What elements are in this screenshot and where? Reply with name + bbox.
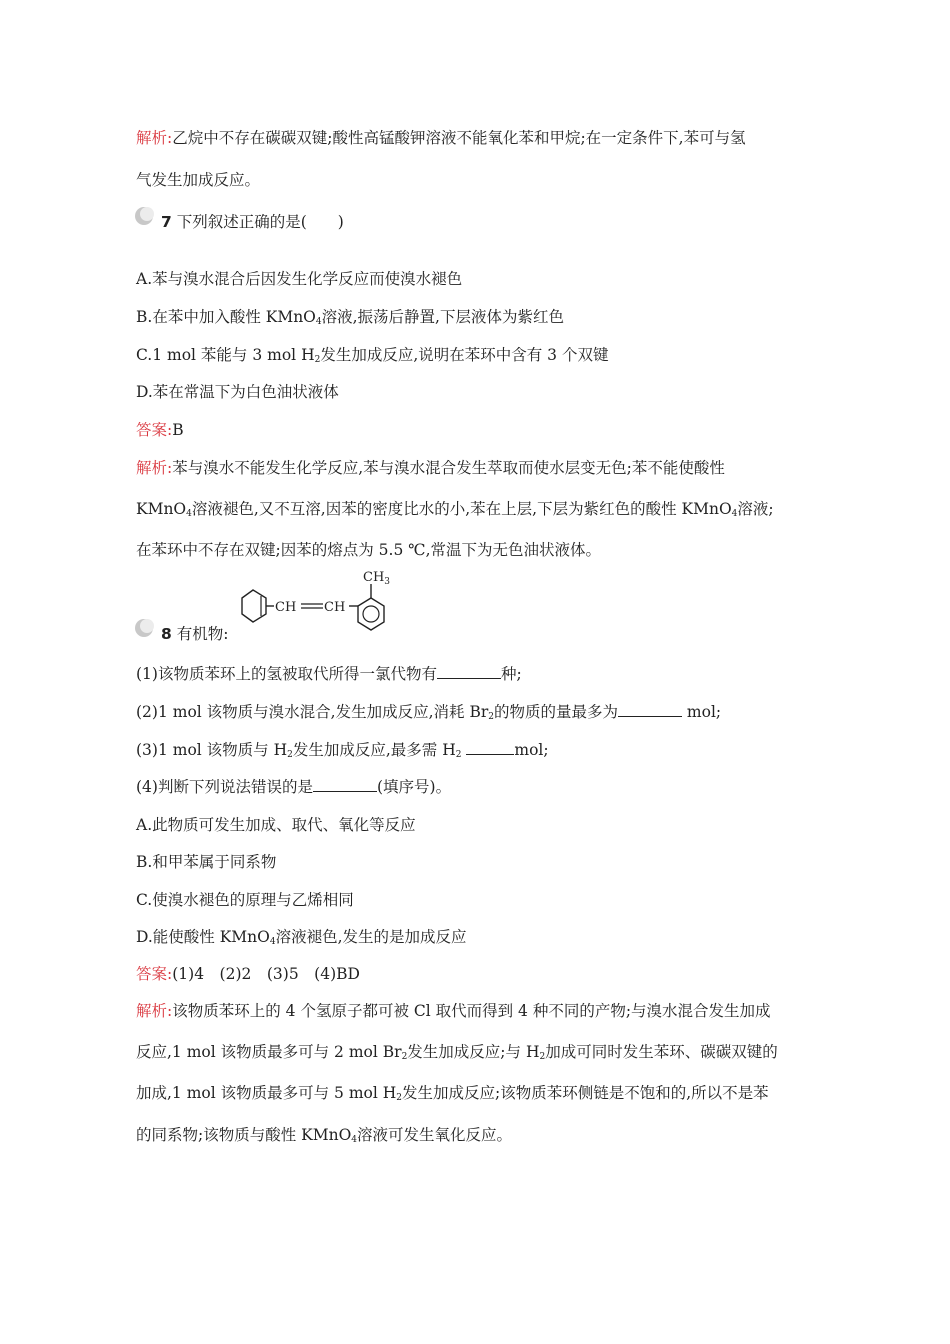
q6-analysis-line-1: [136, 128, 746, 148]
q8-stem: [161, 624, 228, 644]
answer-blank-1[interactable]: [437, 664, 501, 679]
q8-part-2: (2)1 mol 该物质与溴水混合,发生加成反应,消耗 $Br_2$的物质的量最多为 mol;: [136, 703, 722, 722]
question-bullet-icon: [134, 206, 158, 226]
q6-analysis-text-1: 乙烷中不存在碳碳双键;酸性高锰酸钾溶液不能氧化苯和甲烷;在一定条件下,苯可与氢: [172, 129, 746, 147]
q8-part-4: (4)判断下列说法错误的是 (填序号)。: [136, 778, 452, 796]
q7-stem-text: 下列叙述正确的是( ): [176, 213, 344, 231]
q8-answer-value: (1)4 (2)2 (3)5 (4)BD: [172, 965, 360, 983]
q8-analysis-line-1: 解析:该物质苯环上的 4 个氢原子都可被 Cl 取代而得到 4 种不同的产物;与溴水混合发生加成: [136, 1002, 771, 1020]
q8-part-1: (1)该物质苯环上的氢被取代所得一氯代物有 种;: [136, 665, 522, 683]
answer-blank-4[interactable]: [313, 777, 377, 792]
q8-analysis-line-4: 的同系物;该物质与酸性 KMnO$_4$溶液可发生氧化反应。: [136, 1126, 513, 1145]
q8-option-a: A.此物质可发生加成、取代、氧化等反应: [136, 816, 416, 834]
answer-blank-2[interactable]: [618, 702, 682, 717]
ch3-label: $CH_3$: [363, 570, 391, 587]
q7-option-c: C.1 mol 苯能与 3 mol $H_2$发生加成反应,说明在苯环中含有 3 个双键: [136, 346, 609, 365]
question-bullet-icon: [134, 618, 158, 638]
answer-label: 答案:: [136, 421, 173, 439]
molecule-structure: [232, 566, 402, 644]
q7-option-b: B.在苯中加入酸性 KMnO$_4$溶液,振荡后静置,下层液体为紫红色: [136, 308, 564, 327]
q7-number: 7: [161, 213, 172, 231]
q7-option-a: A.苯与溴水混合后因发生化学反应而使溴水褪色: [136, 270, 463, 288]
q7-analysis-line-1: 解析:苯与溴水不能发生化学反应,苯与溴水混合发生萃取而使水层变无色;苯不能使酸性: [136, 459, 725, 477]
q8-number: 8: [161, 625, 172, 643]
q8-analysis-line-2: 反应,1 mol 该物质最多可与 2 mol $Br_2$发生加成反应;与 $H_2$加成可同时发生苯环、碳碳双键的: [136, 1043, 778, 1062]
analysis-label: 解析:: [136, 459, 173, 477]
cyclohexene-ring: [242, 590, 266, 622]
q6-analysis-line-2: [136, 170, 260, 190]
answer-label: 答案:: [136, 965, 173, 983]
benzene-aromatic-circle: [363, 606, 379, 622]
q8-answer: [136, 964, 360, 984]
q8-option-b: B.和甲苯属于同系物: [136, 853, 277, 871]
q7-option-d: D.苯在常温下为白色油状液体: [136, 383, 339, 401]
q8-part-3: (3)1 mol 该物质与 $H_2$发生加成反应,最多需 $H_2$ mol;: [136, 741, 549, 760]
ch-right-label: CH: [324, 600, 346, 615]
analysis-label: 解析:: [136, 129, 173, 147]
q8-analysis-line-3: 加成,1 mol 该物质最多可与 5 mol $H_2$发生加成反应;该物质苯环侧链是不饱和的,所以不是苯: [136, 1084, 769, 1103]
q7-analysis-line-2: KMnO$_4$溶液褪色,又不互溶,因苯的密度比水的小,苯在上层,下层为紫红色的酸性 KMnO$_4$溶液;: [136, 500, 774, 519]
q8-option-d: D.能使酸性 KMnO$_4$溶液褪色,发生的是加成反应: [136, 928, 467, 947]
answer-blank-3[interactable]: [466, 740, 514, 755]
q8-stem-text: 有机物:: [176, 625, 229, 643]
q6-analysis-text-2: 气发生加成反应。: [136, 171, 261, 189]
q7-stem: [161, 212, 344, 232]
q7-analysis-line-3: 在苯环中不存在双键;因苯的熔点为 5.5 ℃,常温下为无色油状液体。: [136, 541, 601, 559]
analysis-label: 解析:: [136, 1002, 173, 1020]
q8-option-c: C.使溴水褪色的原理与乙烯相同: [136, 891, 354, 909]
ch-left-label: CH: [275, 600, 297, 615]
benzene-ring: [358, 598, 384, 630]
q7-answer-value: B: [172, 421, 184, 439]
q7-answer: [136, 420, 184, 440]
